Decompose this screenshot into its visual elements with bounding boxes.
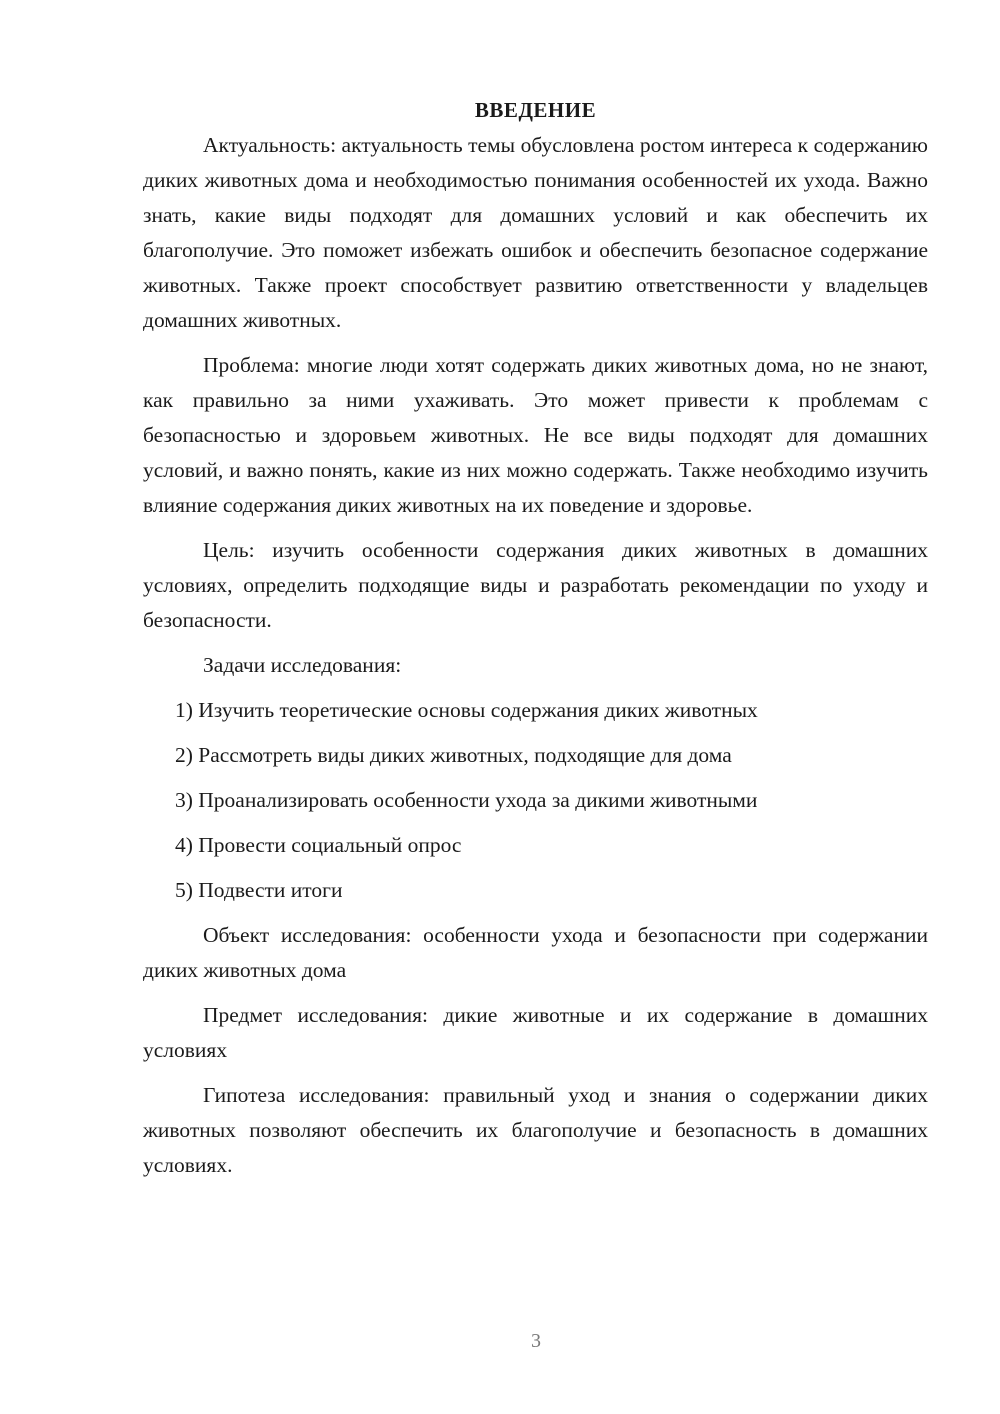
task-item-1: 1) Изучить теоретические основы содержания диких животных (175, 698, 758, 722)
task-item-2: 2) Рассмотреть виды диких животных, подходящие для дома (175, 743, 732, 767)
page-content (143, 93, 928, 1193)
section-heading: ВВЕДЕНИЕ (474, 98, 597, 122)
subject-paragraph: Предмет исследования: дикие животные и их содержание в домашних условиях (143, 1003, 928, 1062)
relevance-paragraph: Актуальность: актуальность темы обусловлена ростом интереса к содержанию диких животных дома и необходимостью понимания особенностей их ухода. Важно знать, какие виды подходят для домашних условий и как обеспечить их благополучие. Это поможет избежать ошибок и обеспечить безопасное содержание животных. Также проект способствует развитию ответственности у владельцев домашних животных. (143, 133, 928, 332)
object-paragraph: Объект исследования: особенности ухода и безопасности при содержании диких животных дома (143, 923, 928, 982)
task-item-4: 4) Провести социальный опрос (175, 833, 462, 857)
goal-paragraph: Цель: изучить особенности содержания диких животных в домашних условиях, определить подходящие виды и разработать рекомендации по уходу и безопасности. (143, 538, 928, 632)
tasks-title: Задачи исследования: (203, 653, 402, 677)
task-item-3: 3) Проанализировать особенности ухода за дикими животными (175, 788, 758, 812)
problem-paragraph: Проблема: многие люди хотят содержать диких животных дома, но не знают, как правильно за ними ухаживать. Это может привести к проблемам с безопасностью и здоровьем животных. Не все виды подходят для домашних условий, и важно понять, какие из них можно содержать. Также необходимо изучить влияние содержания диких животных на их поведение и здоровье. (143, 353, 928, 517)
tasks-list (143, 693, 928, 908)
hypothesis-paragraph: Гипотеза исследования: правильный уход и знания о содержании диких животных позволяют обеспечить их благополучие и безопасность в домашних условиях. (143, 1083, 928, 1177)
task-item-5: 5) Подвести итоги (175, 878, 343, 902)
page-number: 3 (531, 1330, 541, 1352)
